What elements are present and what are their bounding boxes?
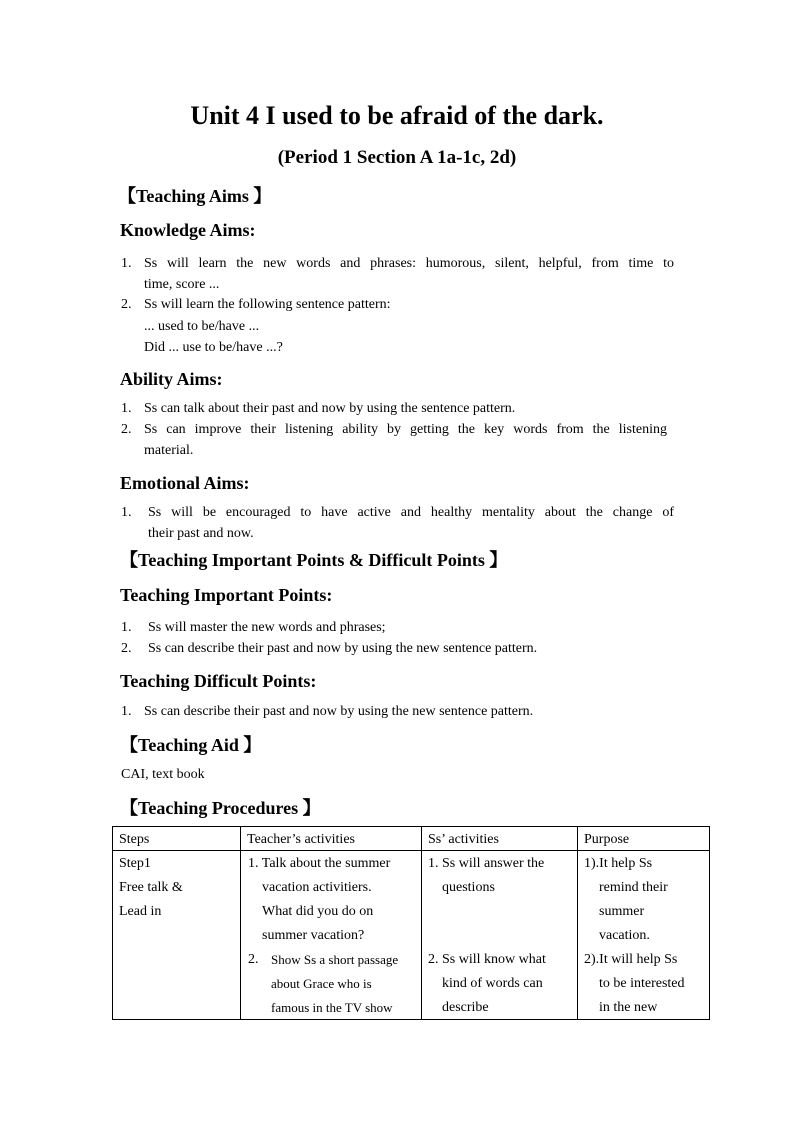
list-number: 1. (121, 704, 132, 719)
ability-aim-2-line-1: Ss can improve their listening ability by getting the key words from the listening (144, 422, 667, 437)
cell-steps (113, 851, 241, 1020)
emotional-aim-1-line-1: Ss will be encouraged to have active and healthy mentality about the change of (148, 505, 674, 520)
document-title: Unit 4 I used to be afraid of the dark. (190, 101, 604, 130)
knowledge-aim-1-line-1: Ss will learn the new words and phrases: humorous, silent, helpful, from time to (144, 256, 674, 271)
table-row (113, 851, 710, 1020)
list-number: 1. (121, 401, 132, 416)
ability-aims-heading: Ability Aims: (120, 369, 223, 389)
teaching-aid-heading: 【Teaching Aid 】 (120, 735, 262, 755)
cell-purpose (578, 851, 710, 1020)
emotional-aim-1-line-2: their past and now. (148, 526, 254, 541)
document-subtitle: (Period 1 Section A 1a-1c, 2d) (277, 147, 517, 168)
list-number: 2. (121, 422, 132, 437)
cell-teacher-activities (241, 851, 422, 1020)
steps-line: Step1 (119, 856, 151, 871)
purpose-line: 2).It will help Ss (584, 952, 678, 967)
teaching-aims-heading: 【Teaching Aims 】 (118, 186, 272, 206)
header-purpose: Purpose (578, 827, 710, 851)
teacher-line: about Grace who is (271, 976, 372, 991)
ss-line: kind of words can (442, 976, 543, 991)
header-teacher-activities: Teacher’s activities (241, 827, 422, 851)
knowledge-aim-2-line-2: ... used to be/have ... (144, 319, 260, 334)
ss-line: 1. Ss will answer the (428, 856, 545, 871)
knowledge-aim-1-line-2: time, score ... (144, 277, 220, 292)
procedures-table (112, 826, 710, 1020)
teaching-aid-text: CAI, text book (121, 767, 205, 782)
important-point-2: Ss can describe their past and now by using the new sentence pattern. (148, 641, 538, 656)
steps-line: Free talk & (119, 880, 183, 895)
important-points-heading: 【Teaching Important Points & Difficult Points 】 (120, 550, 508, 570)
list-number: 1. (121, 620, 132, 635)
ability-aim-1: Ss can talk about their past and now by using the sentence pattern. (144, 401, 516, 416)
important-point-1: Ss will master the new words and phrases; (148, 620, 386, 635)
ss-line: questions (442, 880, 495, 895)
teacher-line: 2. (248, 952, 259, 967)
purpose-line: vacation. (599, 928, 650, 943)
list-number: 1. (121, 505, 132, 520)
purpose-line: summer (599, 904, 645, 919)
ss-line: describe (442, 1000, 489, 1015)
teacher-line: summer vacation? (262, 928, 365, 943)
cell-ss-activities (422, 851, 578, 1020)
ss-line: 2. Ss will know what (428, 952, 546, 967)
purpose-line: in the new (599, 1000, 658, 1015)
knowledge-aim-2-line-1: Ss will learn the following sentence pattern: (144, 297, 391, 312)
list-number: 1. (121, 256, 132, 271)
list-number: 2. (121, 641, 132, 656)
header-ss-activities: Ss’ activities (422, 827, 578, 851)
teacher-line: 1. Talk about the summer (248, 856, 391, 871)
purpose-line: remind their (599, 880, 668, 895)
emotional-aims-heading: Emotional Aims: (120, 473, 250, 493)
teacher-line: famous in the TV show (271, 1000, 393, 1015)
knowledge-aim-2-line-3: Did ... use to be/have ...? (144, 340, 283, 355)
purpose-line: 1).It help Ss (584, 856, 653, 871)
difficult-point-1: Ss can describe their past and now by using the new sentence pattern. (144, 704, 534, 719)
ability-aim-2-line-2: material. (144, 443, 194, 458)
purpose-line: to be interested (599, 976, 685, 991)
steps-line: Lead in (119, 904, 162, 919)
difficult-points-subheading: Teaching Difficult Points: (120, 671, 317, 691)
knowledge-aims-heading: Knowledge Aims: (120, 220, 256, 240)
header-steps: Steps (113, 827, 241, 851)
important-points-subheading: Teaching Important Points: (120, 585, 333, 605)
table-header-row (113, 827, 710, 851)
list-number: 2. (121, 297, 132, 312)
teacher-line: What did you do on (262, 904, 374, 919)
teacher-line: vacation activitiers. (262, 880, 372, 895)
teaching-procedures-heading: 【Teaching Procedures 】 (120, 798, 321, 818)
teacher-line: Show Ss a short passage (271, 952, 399, 967)
